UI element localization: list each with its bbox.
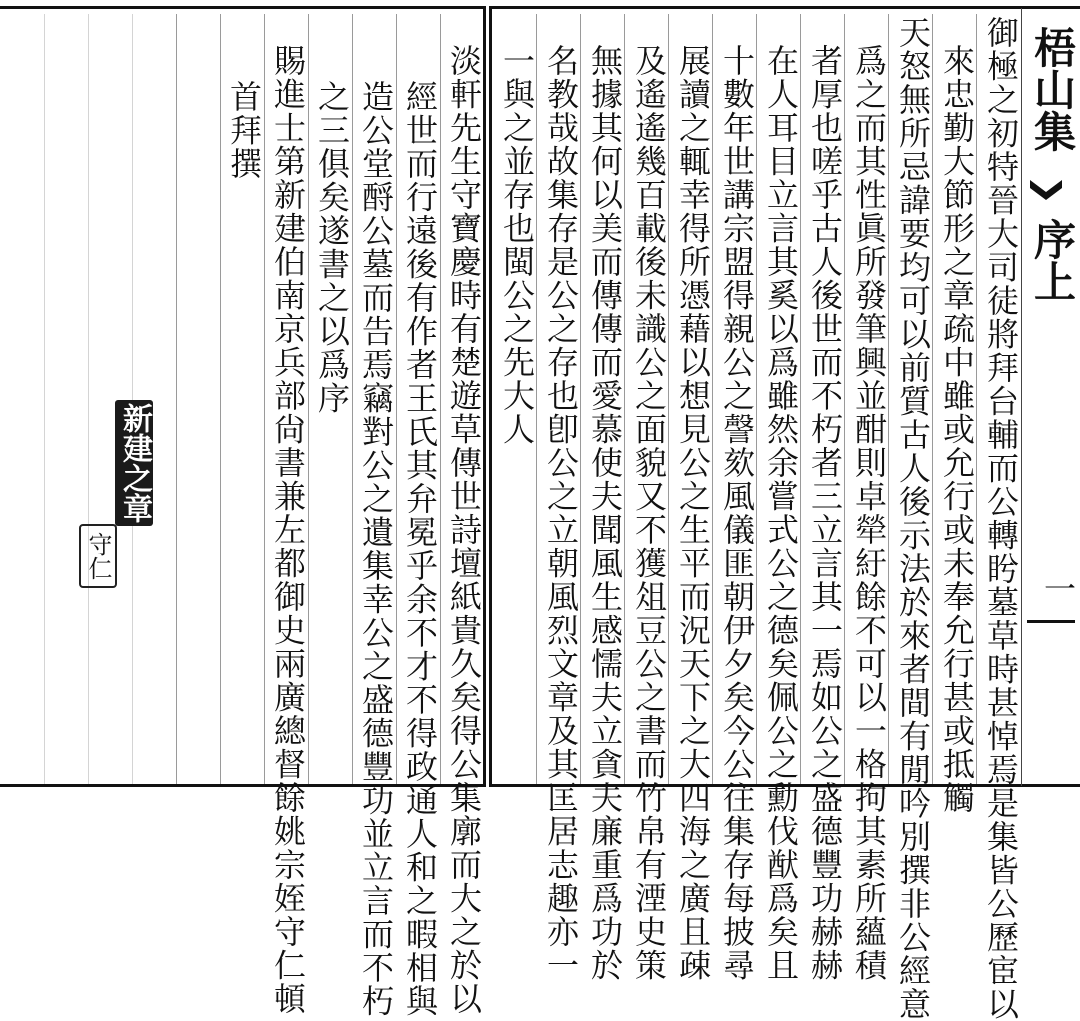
column-line — [132, 14, 133, 784]
book-title: 梧山集 — [1028, 26, 1077, 152]
column-line — [396, 14, 397, 784]
right-page — [489, 0, 1080, 1021]
center-fold-line — [489, 6, 492, 787]
column-line — [176, 14, 177, 784]
column-line — [308, 14, 309, 784]
text-column-1: 淡軒先生守寶慶時有楚遊草傳世詩壇紙貴久矣得公集廓而大之於以 — [445, 44, 483, 1016]
text-column-6: 在人耳目立言其奚以爲雖然余嘗式公之德矣佩公之勳伐猷爲矣且 — [762, 44, 800, 982]
text-column-12: 一與之並存也閩公之先大人 — [498, 44, 536, 446]
top-border — [489, 6, 1080, 9]
seal-stamp-filled — [64, 400, 204, 526]
column-line — [44, 14, 45, 784]
hanxin-left-line — [1021, 8, 1022, 786]
seal-stamp-text: 新建之章 — [115, 400, 153, 526]
column-line — [352, 14, 353, 784]
page-number: 一 — [1039, 572, 1077, 604]
text-column-6: 首拜撰 — [225, 80, 263, 181]
text-column-10: 無據其何以美而傳傳而愛慕使夫聞風生感懦夫立貪夫廉重爲功於 — [586, 44, 624, 982]
fishtail-mark — [1030, 180, 1062, 204]
column-line — [264, 14, 265, 784]
text-column-5: 賜進士第新建伯南京兵部尙書兼左都御史兩廣總督餘姚宗姪守仁頓 — [269, 44, 307, 1016]
text-column-4: 爲之而其性眞所發筆興並酣則卓犖紆餘不可以一格拘其素所蘊積 — [850, 44, 888, 982]
column-line — [220, 14, 221, 784]
column-line — [88, 14, 89, 784]
text-column-2: 經世而行遠後有作者王氏其弁冕乎余不才不得政通人和之暇相與 — [401, 80, 439, 1018]
text-column-2: 來忠勤大節形之章疏中雖或允行或未奉允行甚或抵觸 — [938, 44, 976, 815]
column-line — [440, 14, 441, 784]
text-column-7: 十數年世講宗盟得親公之謦欬風儀匪朝伊夕矣今公往集存每披尋 — [718, 44, 756, 982]
seal-stamp-outline — [66, 524, 130, 588]
text-column-3: 天怒無所忌諱要均可以前質古人後示法於來者間有閒吟別撰非公經意 — [894, 16, 932, 1021]
text-column-3: 造公堂酹公墓而告焉竊對公之遺集幸公之盛德豐功並立言而不朽 — [357, 80, 395, 1018]
text-column-9: 及遙遙幾百載後未識公之面貌又不獲俎豆公之書而竹帛有湮史策 — [630, 44, 668, 982]
section-title: 序上 — [1028, 218, 1077, 302]
text-column-11: 名教哉故集存是公之存也卽公之立朝風烈文章及其匡居志趣亦一 — [542, 44, 580, 982]
text-column-8: 展讀之輒幸得所憑藉以想見公之生平而況天下之大四海之廣且疎 — [674, 44, 712, 982]
top-border — [0, 6, 486, 9]
text-column-4: 之三俱矣遂書之以爲序 — [313, 80, 351, 415]
text-column-1: 御極之初特晉大司徒將拜台輔而公轉盻墓草時甚悼焉是集皆公歷宦以 — [982, 16, 1020, 1021]
page-number-rule — [1027, 620, 1075, 623]
seal-stamp-text: 守仁 — [79, 524, 117, 588]
left-page — [0, 0, 486, 1018]
text-column-5: 者厚也嗟乎古人後世而不朽者三立言其一焉如公之盛德豐功赫赫 — [806, 44, 844, 982]
